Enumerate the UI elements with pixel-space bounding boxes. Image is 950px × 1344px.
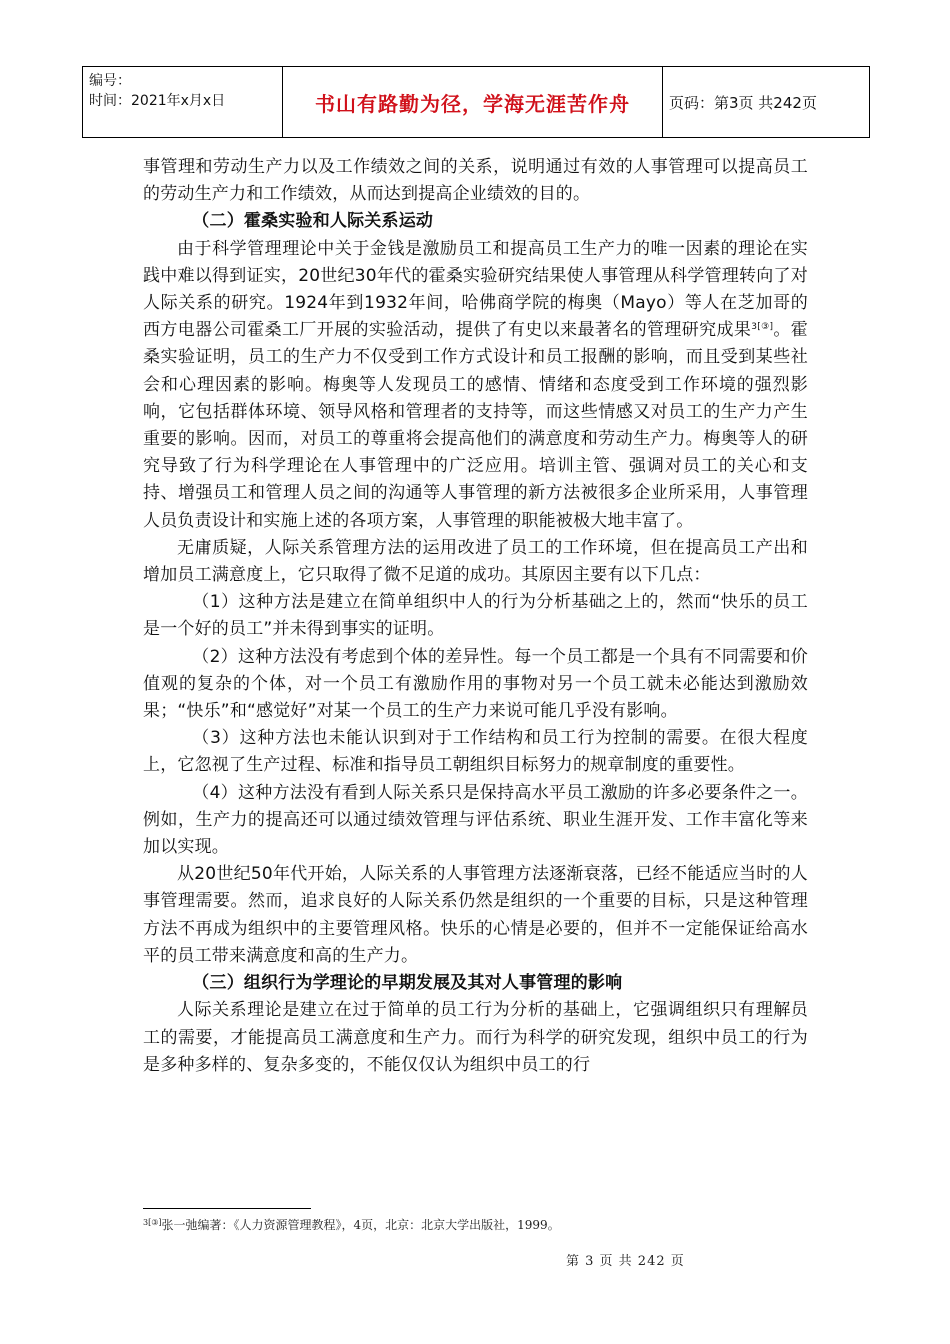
paragraph-text: 由于科学管理理论中关于金钱是激励员工和提高员工生产力的唯一因素的理论在实践中难以得到证实，20世纪30年代的霍桑实验研究结果使人事管理从科学管理转向了对人际关系的研究。1924年到1932年间，哈佛商学院的梅奥（Mayo）等人在芝加哥的西方电器公司霍桑工厂开展的实验活动，提供了有史以来最著名的管理研究成果	[143, 238, 808, 341]
document-time-label: 时间：2021年x月x日	[89, 93, 226, 109]
footnote-divider	[143, 1208, 311, 1209]
body-paragraph	[143, 236, 808, 535]
page-number-footer: 第 3 页 共 242 页	[566, 1254, 685, 1269]
paragraph-text: 。霍桑实验证明，员工的生产力不仅受到工作方式设计和员工报酬的影响，而且受到某些社会和心理因素的影响。梅奥等人发现员工的感情、情绪和态度受到工作环境的强烈影响，它包括群体环境、领导风格和管理者的支持等，而这些情感又对员工的生产力产生重要的影响。因而，对员工的尊重将会提高他们的满意度和劳动生产力。梅奥等人的研究导致了行为科学理论在人事管理中的广泛应用。培训主管、强调对员工的关心和支持、增强员工和管理人员之间的沟通等人事管理的新方法被很多企业所采用，人事管理人员负责设计和实施上述的各项方案，人事管理的职能被极大地丰富了。	[143, 320, 809, 531]
list-item: （2）这种方法没有考虑到个体的差异性。每一个员工都是一个具有不同需要和价值观的复杂的个体，对一个员工有激励作用的事物对另一个员工就未必能达到激励效果；“快乐”和“感觉好”对某一个员工的生产力来说可能几乎没有影响。	[143, 646, 808, 722]
footnote-marker: 3[③]	[143, 1218, 162, 1227]
footnote-text: 张一弛编著：《人力资源管理教程》，4页，北京：北京大学出版社，1999。	[161, 1218, 560, 1232]
body-paragraph: 从20世纪50年代开始，人际关系的人事管理方法逐渐衰落，已经不能适应当时的人事管理需要。然而，追求良好的人际关系仍然是组织的一个重要的目标，只是这种管理方法不再成为组织中的主要管理风格。快乐的心情是必要的，但并不一定能保证给高水平的员工带来满意度和高的生产力。	[143, 864, 808, 966]
body-paragraph: 人际关系理论是建立在过于简单的员工行为分析的基础上，它强调组织只有理解员工的需要，才能提高员工满意度和生产力。而行为科学的研究发现，组织中员工的行为是多种多样的、复杂多变的，不能仅仅认为组织中员工的行	[143, 1000, 808, 1075]
header-meta	[83, 67, 283, 137]
section-heading: （三）组织行为学理论的早期发展及其对人事管理的影响	[192, 973, 623, 994]
header-page-label: 页码：第3页 共242页	[669, 93, 817, 112]
document-header	[82, 66, 870, 138]
body-paragraph: 事管理和劳动生产力以及工作绩效之间的关系，说明通过有效的人事管理可以提高员工的劳动生产力和工作绩效，从而达到提高企业绩效的目的。	[143, 157, 808, 205]
header-motto: 书山有路勤为径，学海无涯苦作舟	[283, 67, 663, 137]
list-item: （4）这种方法没有看到人际关系只是保持高水平员工激励的许多必要条件之一。例如，生产力的提高还可以通过绩效管理与评估系统、职业生涯开发、工作丰富化等来加以实现。	[143, 782, 808, 858]
list-item: （1）这种方法是建立在简单组织中人的行为分析基础之上的，然而“快乐的员工是一个好的员工”并未得到事实的证明。	[143, 592, 808, 640]
document-body	[143, 154, 808, 1079]
section-heading: （二）霍桑实验和人际关系运动	[192, 211, 434, 232]
footnote-reference[interactable]: 3[③]	[751, 322, 774, 333]
body-paragraph: 无庸质疑，人际关系管理方法的运用改进了员工的工作环境，但在提高员工产出和增加员工满意度上，它只取得了微不足道的成功。其原因主要有以下几点：	[143, 537, 808, 586]
list-item: （3）这种方法也未能认识到对于工作结构和员工行为控制的需要。在很大程度上，它忽视了生产过程、标准和指导员工朝组织目标努力的规章制度的重要性。	[143, 728, 808, 776]
footnote	[143, 1216, 560, 1233]
document-number-label: 编号：	[89, 73, 131, 89]
